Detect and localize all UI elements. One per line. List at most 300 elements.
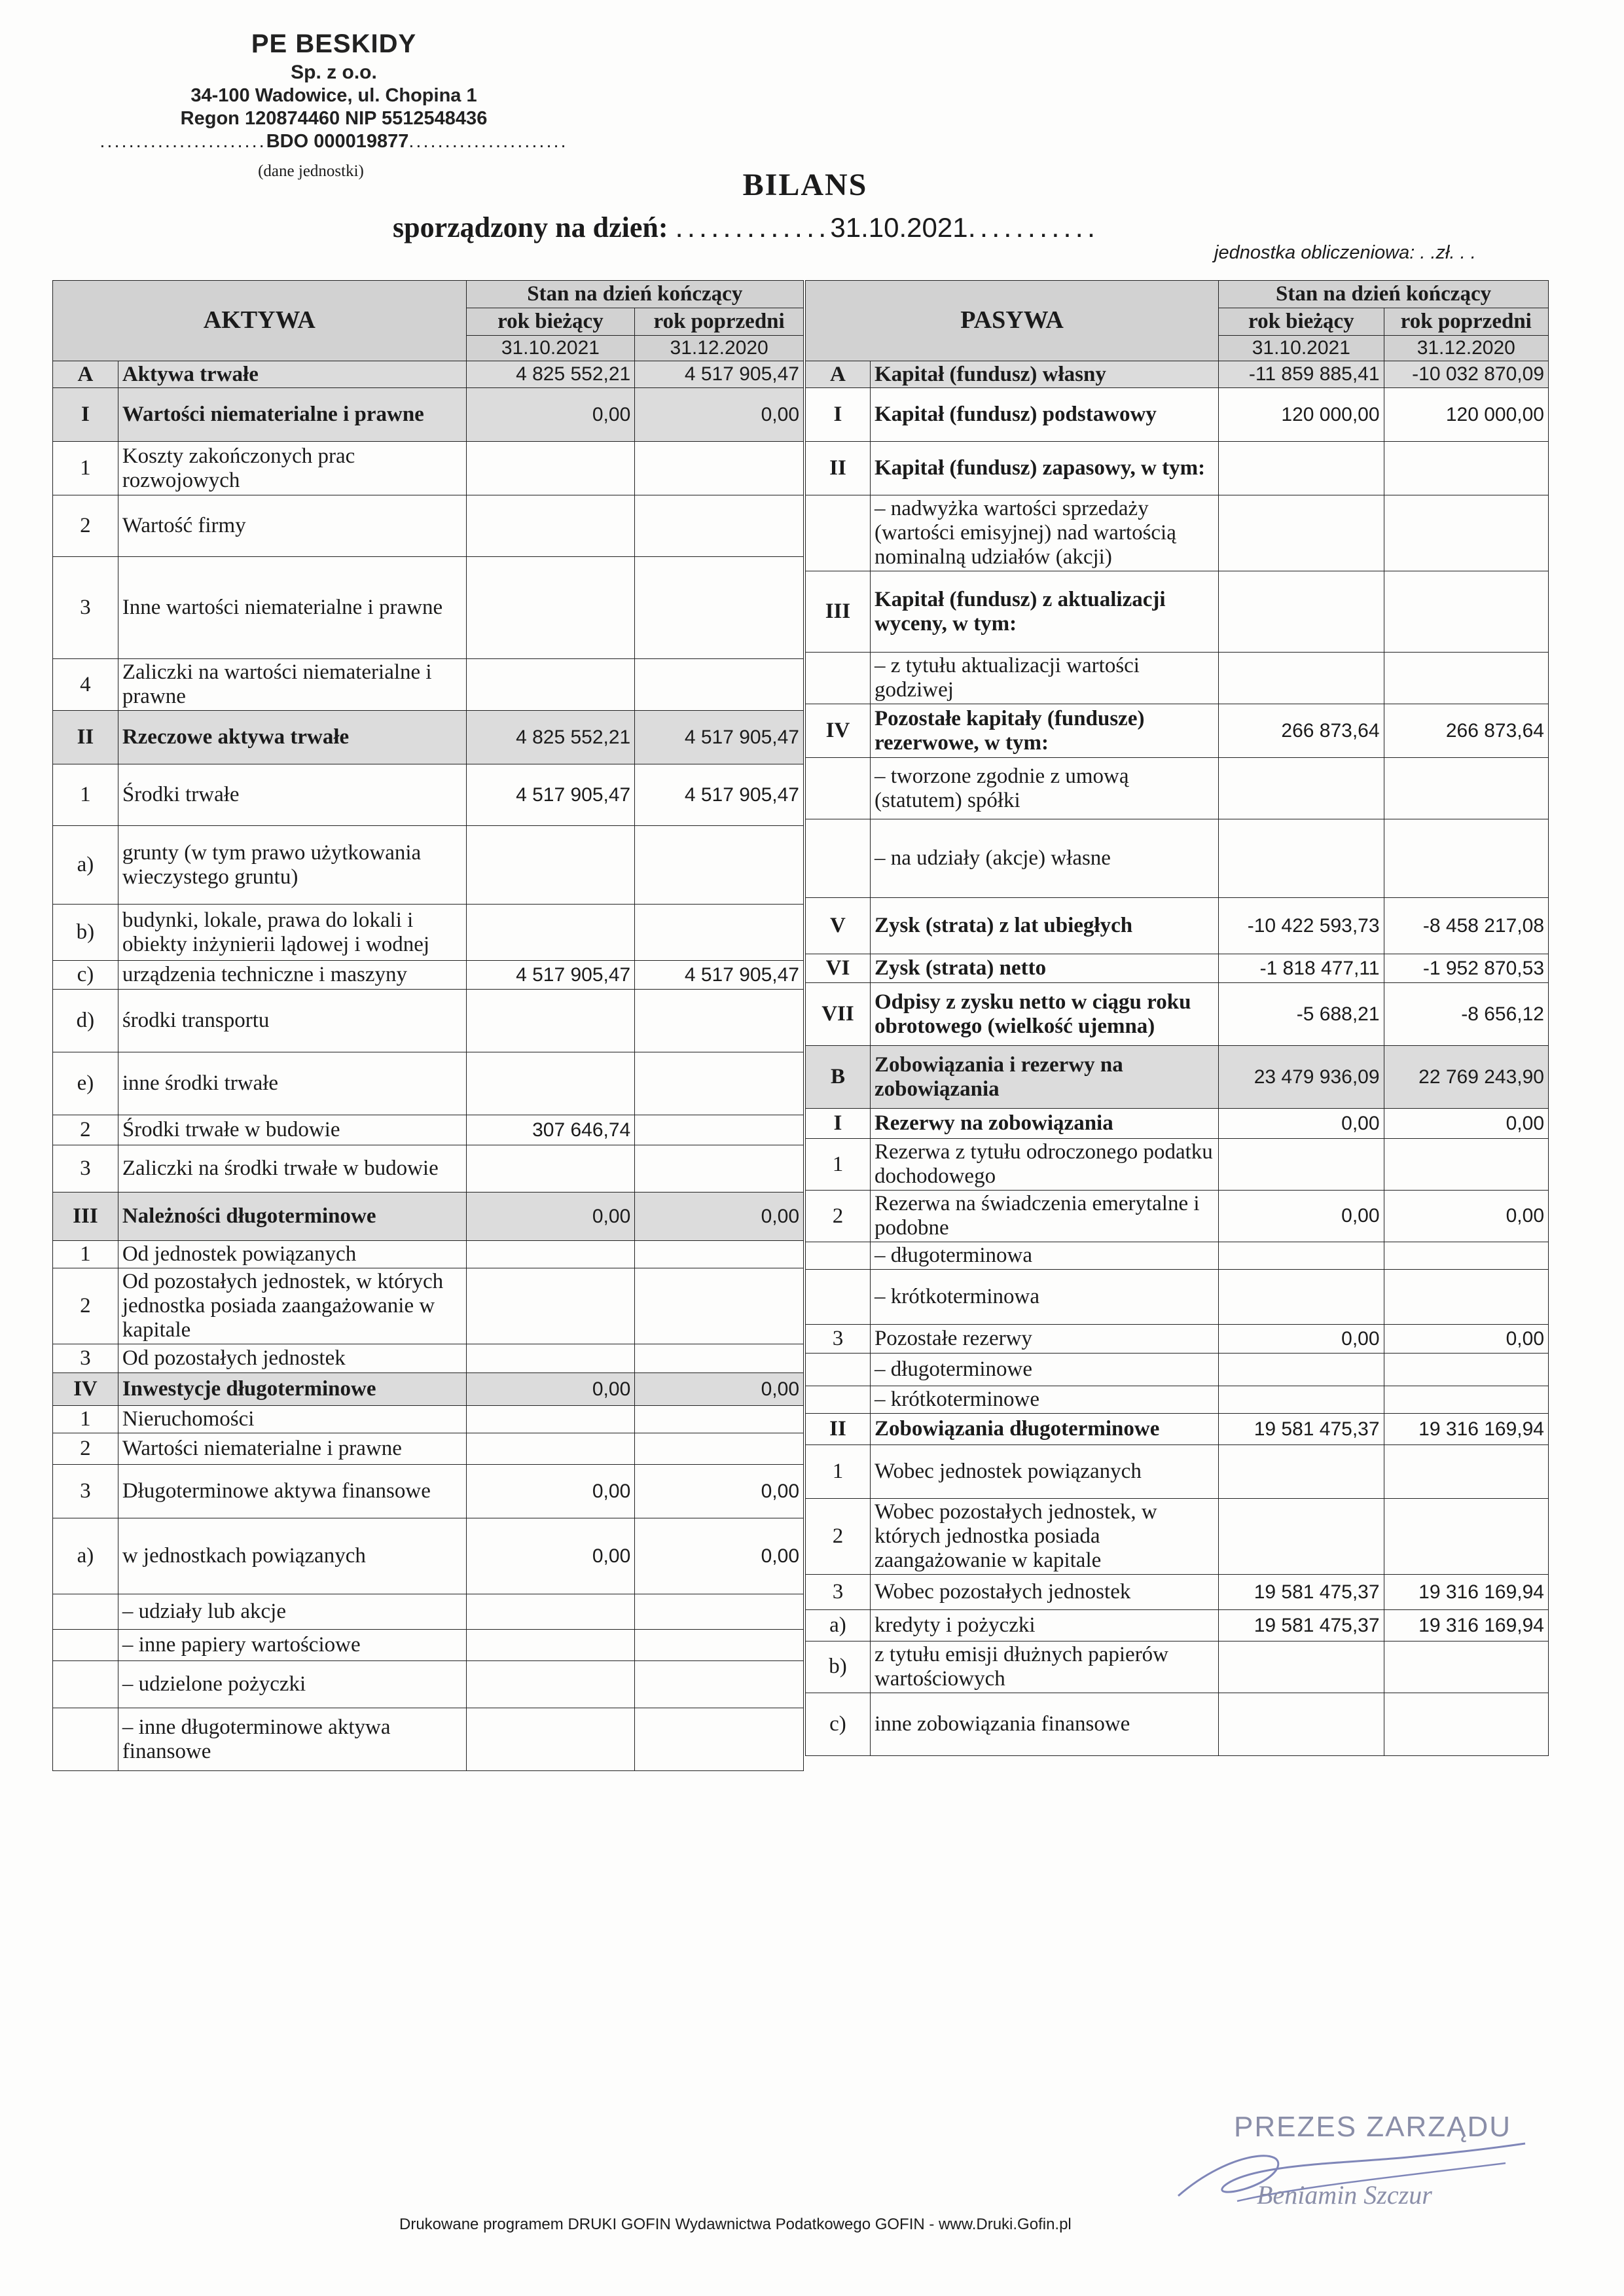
aktywa-row bbox=[53, 388, 804, 442]
row-label: – tworzone zgodnie z umową (statutem) spółki bbox=[870, 758, 1218, 819]
row-label: – z tytułu aktualizacji wartości godziwej bbox=[870, 653, 1218, 704]
company-bdo-line: .......................BDO 000019877...................... bbox=[99, 131, 568, 152]
company-regon-nip: Regon 120874460 NIP 5512548436 bbox=[180, 108, 488, 129]
value-previous-year: 120 000,00 bbox=[1384, 388, 1548, 442]
value-current-year bbox=[466, 1406, 635, 1433]
value-current-year bbox=[1219, 442, 1384, 495]
row-symbol: IV bbox=[806, 704, 871, 758]
row-label: – krótkoterminowe bbox=[870, 1386, 1218, 1414]
value-current-year: 19 581 475,37 bbox=[1219, 1609, 1384, 1641]
row-symbol: 1 bbox=[53, 442, 118, 495]
value-previous-year bbox=[1384, 1270, 1548, 1325]
row-label: Inwestycje długoterminowe bbox=[118, 1373, 466, 1406]
aktywa-row bbox=[53, 557, 804, 659]
row-label: Wartość firmy bbox=[118, 495, 466, 557]
value-current-year bbox=[466, 826, 635, 905]
aktywa-row bbox=[53, 1373, 804, 1406]
row-label: Wobec jednostek powiązanych bbox=[870, 1444, 1218, 1498]
row-label: Kapitał (fundusz) własny bbox=[870, 361, 1218, 388]
row-symbol bbox=[53, 1708, 118, 1771]
footer-note: Drukowane programem DRUKI GOFIN Wydawnictwa Podatkowego GOFIN - www.Druki.Gofin.pl bbox=[399, 2215, 1072, 2233]
aktywa-row bbox=[53, 1708, 804, 1771]
row-symbol: e) bbox=[53, 1052, 118, 1115]
row-label: Kapitał (fundusz) zapasowy, w tym: bbox=[870, 442, 1218, 495]
unit-value: zł bbox=[1435, 242, 1450, 263]
value-current-year bbox=[466, 442, 635, 495]
value-previous-year bbox=[1384, 1386, 1548, 1414]
row-symbol: B bbox=[806, 1046, 871, 1109]
pasywa-row bbox=[806, 388, 1549, 442]
pasywa-row bbox=[806, 1139, 1549, 1191]
row-label: – długoterminowe bbox=[870, 1354, 1218, 1386]
row-label: Zaliczki na środki trwałe w budowie bbox=[118, 1145, 466, 1193]
value-previous-year bbox=[635, 1406, 804, 1433]
row-symbol: II bbox=[806, 442, 871, 495]
unit-line: jednostka obliczeniowa: . .zł. . . bbox=[1214, 242, 1476, 263]
row-label: Długoterminowe aktywa finansowe bbox=[118, 1465, 466, 1518]
value-previous-year bbox=[1384, 1354, 1548, 1386]
row-label: Środki trwałe bbox=[118, 764, 466, 826]
pasywa-row bbox=[806, 704, 1549, 758]
row-label: środki transportu bbox=[118, 990, 466, 1052]
pasywa-row bbox=[806, 1354, 1549, 1386]
value-previous-year bbox=[1384, 1444, 1548, 1498]
value-previous-year: 0,00 bbox=[635, 1373, 804, 1406]
value-current-year bbox=[1219, 1354, 1384, 1386]
row-label: Należności długoterminowe bbox=[118, 1193, 466, 1241]
value-previous-year bbox=[635, 990, 804, 1052]
aktywa-row bbox=[53, 1594, 804, 1630]
value-current-year bbox=[1219, 758, 1384, 819]
value-current-year bbox=[466, 905, 635, 961]
row-label: Kapitał (fundusz) podstawowy bbox=[870, 388, 1218, 442]
row-label: – długoterminowa bbox=[870, 1242, 1218, 1270]
value-previous-year: 4 517 905,47 bbox=[635, 961, 804, 990]
value-previous-year bbox=[635, 826, 804, 905]
pasywa-table bbox=[805, 280, 1549, 1756]
row-symbol: 1 bbox=[806, 1139, 871, 1191]
aktywa-row bbox=[53, 442, 804, 495]
row-symbol bbox=[806, 1270, 871, 1325]
pasywa-row bbox=[806, 758, 1549, 819]
company-bdo: BDO 000019877 bbox=[266, 131, 409, 152]
row-symbol bbox=[806, 653, 871, 704]
value-previous-year: 0,00 bbox=[1384, 1109, 1548, 1139]
row-symbol: III bbox=[806, 571, 871, 653]
row-symbol: VI bbox=[806, 954, 871, 983]
dane-jednostki-label: (dane jednostki) bbox=[258, 162, 364, 180]
value-current-year bbox=[466, 1594, 635, 1630]
row-symbol: 1 bbox=[806, 1444, 871, 1498]
aktywa-header-row bbox=[53, 281, 804, 308]
value-current-year bbox=[466, 557, 635, 659]
pasywa-header-row bbox=[806, 281, 1549, 308]
row-symbol: IV bbox=[53, 1373, 118, 1406]
row-symbol: a) bbox=[53, 826, 118, 905]
row-symbol: 3 bbox=[53, 1145, 118, 1193]
pasywa-stan-header: Stan na dzień kończący bbox=[1219, 281, 1549, 308]
aktywa-row bbox=[53, 1241, 804, 1268]
row-symbol: b) bbox=[806, 1641, 871, 1693]
value-current-year bbox=[1219, 1641, 1384, 1693]
row-label: Zobowiązania i rezerwy na zobowiązania bbox=[870, 1046, 1218, 1109]
aktywa-row bbox=[53, 961, 804, 990]
aktywa-row bbox=[53, 1661, 804, 1708]
value-previous-year: 0,00 bbox=[635, 1518, 804, 1594]
row-label: – na udziały (akcje) własne bbox=[870, 819, 1218, 898]
value-previous-year: 19 316 169,94 bbox=[1384, 1609, 1548, 1641]
row-label: budynki, lokale, prawa do lokali i obiekty inżynierii lądowej i wodnej bbox=[118, 905, 466, 961]
row-label: Zaliczki na wartości niematerialne i prawne bbox=[118, 659, 466, 711]
pasywa-row bbox=[806, 819, 1549, 898]
balance-date: 31.10.2021 bbox=[830, 212, 968, 243]
row-label: Pozostałe kapitały (fundusze) rezerwowe, w tym: bbox=[870, 704, 1218, 758]
value-current-year bbox=[466, 1145, 635, 1193]
value-current-year bbox=[466, 1268, 635, 1344]
aktywa-row bbox=[53, 905, 804, 961]
value-previous-year: 266 873,64 bbox=[1384, 704, 1548, 758]
value-previous-year bbox=[1384, 1498, 1548, 1574]
value-current-year: -1 818 477,11 bbox=[1219, 954, 1384, 983]
pasywa-row bbox=[806, 1693, 1549, 1755]
row-symbol: 3 bbox=[806, 1574, 871, 1609]
pasywa-row bbox=[806, 1109, 1549, 1139]
value-current-year bbox=[1219, 1444, 1384, 1498]
row-label: Rezerwy na zobowiązania bbox=[870, 1109, 1218, 1139]
row-symbol: 3 bbox=[53, 1344, 118, 1373]
row-label: Zysk (strata) netto bbox=[870, 954, 1218, 983]
value-current-year bbox=[1219, 571, 1384, 653]
value-previous-year bbox=[635, 905, 804, 961]
row-symbol: c) bbox=[806, 1693, 871, 1755]
value-previous-year: 4 517 905,47 bbox=[635, 361, 804, 388]
aktywa-row bbox=[53, 495, 804, 557]
pasywa-row bbox=[806, 983, 1549, 1046]
value-previous-year: 0,00 bbox=[635, 388, 804, 442]
value-current-year: 0,00 bbox=[466, 1193, 635, 1241]
pasywa-row bbox=[806, 1325, 1549, 1354]
row-symbol: b) bbox=[53, 905, 118, 961]
row-symbol: d) bbox=[53, 990, 118, 1052]
row-symbol: c) bbox=[53, 961, 118, 990]
value-current-year bbox=[1219, 1386, 1384, 1414]
row-symbol bbox=[53, 1630, 118, 1661]
row-label: Zysk (strata) z lat ubiegłych bbox=[870, 898, 1218, 954]
row-label: Wartości niematerialne i prawne bbox=[118, 388, 466, 442]
signature-name: Beniamin Szczur bbox=[1257, 2180, 1432, 2210]
value-previous-year bbox=[1384, 1693, 1548, 1755]
value-previous-year: 0,00 bbox=[1384, 1191, 1548, 1242]
value-previous-year bbox=[635, 1115, 804, 1145]
aktywa-row bbox=[53, 1465, 804, 1518]
row-symbol: 3 bbox=[806, 1325, 871, 1354]
pasywa-row bbox=[806, 1609, 1549, 1641]
value-current-year: 0,00 bbox=[466, 388, 635, 442]
value-current-year: -10 422 593,73 bbox=[1219, 898, 1384, 954]
value-previous-year bbox=[1384, 495, 1548, 571]
pasywa-row bbox=[806, 1386, 1549, 1414]
row-label: Od jednostek powiązanych bbox=[118, 1241, 466, 1268]
row-symbol: I bbox=[806, 1109, 871, 1139]
value-previous-year: -8 656,12 bbox=[1384, 983, 1548, 1046]
row-symbol: 3 bbox=[53, 557, 118, 659]
row-label: inne środki trwałe bbox=[118, 1052, 466, 1115]
value-current-year bbox=[466, 1052, 635, 1115]
row-label: urządzenia techniczne i maszyny bbox=[118, 961, 466, 990]
row-label: Aktywa trwałe bbox=[118, 361, 466, 388]
pasywa-date-biezacy: 31.10.2021 bbox=[1219, 335, 1384, 361]
row-symbol: 2 bbox=[53, 1433, 118, 1465]
value-current-year: 0,00 bbox=[466, 1518, 635, 1594]
value-previous-year bbox=[635, 1708, 804, 1771]
pasywa-row bbox=[806, 1242, 1549, 1270]
row-symbol bbox=[53, 1661, 118, 1708]
value-previous-year: -10 032 870,09 bbox=[1384, 361, 1548, 388]
row-label: – krótkoterminowa bbox=[870, 1270, 1218, 1325]
aktywa-row bbox=[53, 1406, 804, 1433]
row-symbol: 1 bbox=[53, 764, 118, 826]
company-address: 34-100 Wadowice, ul. Chopina 1 bbox=[190, 85, 477, 106]
value-current-year bbox=[1219, 1498, 1384, 1574]
value-current-year: 4 825 552,21 bbox=[466, 711, 635, 764]
value-previous-year bbox=[635, 1052, 804, 1115]
aktywa-col-biezacy: rok bieżący bbox=[466, 308, 635, 335]
value-previous-year: 0,00 bbox=[635, 1193, 804, 1241]
row-symbol: II bbox=[53, 711, 118, 764]
value-previous-year: 19 316 169,94 bbox=[1384, 1413, 1548, 1444]
aktywa-stan-header: Stan na dzień kończący bbox=[466, 281, 803, 308]
pasywa-row bbox=[806, 442, 1549, 495]
value-previous-year bbox=[1384, 758, 1548, 819]
aktywa-row bbox=[53, 711, 804, 764]
row-label: Inne wartości niematerialne i prawne bbox=[118, 557, 466, 659]
pasywa-row bbox=[806, 1498, 1549, 1574]
aktywa-row bbox=[53, 826, 804, 905]
row-label: Od pozostałych jednostek, w których jednostka posiada zaangażowanie w kapitale bbox=[118, 1268, 466, 1344]
row-symbol: 1 bbox=[53, 1406, 118, 1433]
row-symbol: VII bbox=[806, 983, 871, 1046]
row-symbol bbox=[806, 1242, 871, 1270]
row-symbol: 1 bbox=[53, 1241, 118, 1268]
pasywa-date-poprzedni: 31.12.2020 bbox=[1384, 335, 1548, 361]
row-label: Nieruchomości bbox=[118, 1406, 466, 1433]
row-label: z tytułu emisji dłużnych papierów wartościowych bbox=[870, 1641, 1218, 1693]
aktywa-date-biezacy: 31.10.2021 bbox=[466, 335, 635, 361]
value-current-year bbox=[466, 1661, 635, 1708]
aktywa-title: AKTYWA bbox=[53, 281, 467, 361]
row-label: Wobec pozostałych jednostek, w których jednostka posiada zaangażowanie w kapitale bbox=[870, 1498, 1218, 1574]
value-current-year: 4 517 905,47 bbox=[466, 961, 635, 990]
value-previous-year: 0,00 bbox=[635, 1465, 804, 1518]
value-current-year bbox=[466, 1344, 635, 1373]
row-label: Pozostałe rezerwy bbox=[870, 1325, 1218, 1354]
value-current-year bbox=[1219, 1242, 1384, 1270]
value-previous-year bbox=[635, 442, 804, 495]
signature-title: PREZES ZARZĄDU bbox=[1234, 2111, 1512, 2143]
aktywa-col-poprzedni: rok poprzedni bbox=[635, 308, 804, 335]
row-symbol: II bbox=[806, 1413, 871, 1444]
value-previous-year: 4 517 905,47 bbox=[635, 764, 804, 826]
value-current-year bbox=[466, 1630, 635, 1661]
row-symbol: 2 bbox=[806, 1191, 871, 1242]
value-previous-year: -1 952 870,53 bbox=[1384, 954, 1548, 983]
value-current-year: 0,00 bbox=[466, 1465, 635, 1518]
pasywa-row bbox=[806, 954, 1549, 983]
aktywa-date-poprzedni: 31.12.2020 bbox=[635, 335, 804, 361]
aktywa-row bbox=[53, 1344, 804, 1373]
value-previous-year: 4 517 905,47 bbox=[635, 711, 804, 764]
value-previous-year bbox=[1384, 653, 1548, 704]
value-current-year: 4 517 905,47 bbox=[466, 764, 635, 826]
value-previous-year bbox=[635, 1630, 804, 1661]
pasywa-col-biezacy: rok bieżący bbox=[1219, 308, 1384, 335]
value-current-year: 4 825 552,21 bbox=[466, 361, 635, 388]
row-label: kredyty i pożyczki bbox=[870, 1609, 1218, 1641]
value-current-year: 307 646,74 bbox=[466, 1115, 635, 1145]
company-legal-form: Sp. z o.o. bbox=[291, 62, 377, 83]
value-previous-year bbox=[1384, 442, 1548, 495]
value-previous-year: 19 316 169,94 bbox=[1384, 1574, 1548, 1609]
value-current-year: 23 479 936,09 bbox=[1219, 1046, 1384, 1109]
row-label: Środki trwałe w budowie bbox=[118, 1115, 466, 1145]
pasywa-col-poprzedni: rok poprzedni bbox=[1384, 308, 1548, 335]
value-current-year bbox=[466, 1433, 635, 1465]
value-previous-year bbox=[635, 557, 804, 659]
pasywa-row bbox=[806, 1574, 1549, 1609]
value-previous-year bbox=[1384, 819, 1548, 898]
value-previous-year: -8 458 217,08 bbox=[1384, 898, 1548, 954]
value-current-year: -11 859 885,41 bbox=[1219, 361, 1384, 388]
row-label: Koszty zakończonych prac rozwojowych bbox=[118, 442, 466, 495]
row-symbol: 2 bbox=[53, 1115, 118, 1145]
value-current-year: 0,00 bbox=[1219, 1109, 1384, 1139]
pasywa-row bbox=[806, 1270, 1549, 1325]
value-previous-year bbox=[635, 495, 804, 557]
row-label: – udziały lub akcje bbox=[118, 1594, 466, 1630]
row-symbol: 2 bbox=[53, 1268, 118, 1344]
row-symbol bbox=[806, 1386, 871, 1414]
row-symbol bbox=[53, 1594, 118, 1630]
row-symbol: I bbox=[53, 388, 118, 442]
aktywa-row bbox=[53, 361, 804, 388]
pasywa-row bbox=[806, 898, 1549, 954]
aktywa-row bbox=[53, 1433, 804, 1465]
row-symbol: A bbox=[806, 361, 871, 388]
value-current-year bbox=[1219, 495, 1384, 571]
value-previous-year bbox=[635, 1241, 804, 1268]
aktywa-row bbox=[53, 1145, 804, 1193]
row-symbol: A bbox=[53, 361, 118, 388]
value-current-year: 19 581 475,37 bbox=[1219, 1413, 1384, 1444]
pasywa-row bbox=[806, 1444, 1549, 1498]
value-previous-year bbox=[635, 1661, 804, 1708]
value-current-year bbox=[466, 1708, 635, 1771]
value-current-year bbox=[1219, 653, 1384, 704]
row-label: Wobec pozostałych jednostek bbox=[870, 1574, 1218, 1609]
company-name: PE BESKIDY bbox=[251, 29, 417, 58]
company-stamp bbox=[98, 29, 569, 152]
pasywa-row bbox=[806, 1191, 1549, 1242]
aktywa-table bbox=[52, 280, 804, 1771]
value-current-year bbox=[1219, 1270, 1384, 1325]
row-symbol bbox=[806, 1354, 871, 1386]
value-current-year bbox=[466, 495, 635, 557]
row-symbol: 4 bbox=[53, 659, 118, 711]
row-symbol: a) bbox=[806, 1609, 871, 1641]
date-label: sporządzony na dzień: bbox=[393, 211, 668, 243]
value-current-year bbox=[1219, 1139, 1384, 1191]
row-label: Rezerwa na świadczenia emerytalne i podobne bbox=[870, 1191, 1218, 1242]
row-label: w jednostkach powiązanych bbox=[118, 1518, 466, 1594]
aktywa-row bbox=[53, 1193, 804, 1241]
row-symbol: 2 bbox=[806, 1498, 871, 1574]
value-current-year: 0,00 bbox=[1219, 1191, 1384, 1242]
row-label: Rezerwa z tytułu odroczonego podatku dochodowego bbox=[870, 1139, 1218, 1191]
value-previous-year: 22 769 243,90 bbox=[1384, 1046, 1548, 1109]
value-current-year: 266 873,64 bbox=[1219, 704, 1384, 758]
pasywa-row bbox=[806, 1641, 1549, 1693]
value-previous-year bbox=[635, 1594, 804, 1630]
aktywa-row bbox=[53, 764, 804, 826]
row-label: – nadwyżka wartości sprzedaży (wartości emisyjnej) nad wartością nominalną udziałów (akcji) bbox=[870, 495, 1218, 571]
row-label: Wartości niematerialne i prawne bbox=[118, 1433, 466, 1465]
row-label: Zobowiązania długoterminowe bbox=[870, 1413, 1218, 1444]
value-previous-year: 0,00 bbox=[1384, 1325, 1548, 1354]
value-previous-year bbox=[635, 1145, 804, 1193]
value-previous-year bbox=[1384, 571, 1548, 653]
value-previous-year bbox=[635, 1268, 804, 1344]
row-label: – inne długoterminowe aktywa finansowe bbox=[118, 1708, 466, 1771]
aktywa-row bbox=[53, 990, 804, 1052]
pasywa-row bbox=[806, 495, 1549, 571]
row-symbol: V bbox=[806, 898, 871, 954]
row-label: Odpisy z zysku netto w ciągu roku obrotowego (wielkość ujemna) bbox=[870, 983, 1218, 1046]
aktywa-row bbox=[53, 1518, 804, 1594]
aktywa-row bbox=[53, 1115, 804, 1145]
aktywa-row bbox=[53, 1052, 804, 1115]
row-symbol: a) bbox=[53, 1518, 118, 1594]
row-symbol bbox=[806, 495, 871, 571]
row-label: Od pozostałych jednostek bbox=[118, 1344, 466, 1373]
value-current-year: 0,00 bbox=[466, 1373, 635, 1406]
row-symbol bbox=[806, 758, 871, 819]
value-current-year: 19 581 475,37 bbox=[1219, 1574, 1384, 1609]
aktywa-row bbox=[53, 1630, 804, 1661]
row-symbol: 2 bbox=[53, 495, 118, 557]
row-symbol: 3 bbox=[53, 1465, 118, 1518]
value-current-year: 120 000,00 bbox=[1219, 388, 1384, 442]
value-current-year bbox=[466, 1241, 635, 1268]
unit-label: jednostka obliczeniowa: bbox=[1214, 242, 1415, 263]
value-current-year bbox=[1219, 819, 1384, 898]
row-label: – udzielone pożyczki bbox=[118, 1661, 466, 1708]
row-label: grunty (w tym prawo użytkowania wieczystego gruntu) bbox=[118, 826, 466, 905]
row-label: Rzeczowe aktywa trwałe bbox=[118, 711, 466, 764]
document-title: BILANS bbox=[742, 168, 868, 202]
pasywa-row bbox=[806, 571, 1549, 653]
value-current-year bbox=[466, 990, 635, 1052]
row-label: Kapitał (fundusz) z aktualizacji wyceny, w tym: bbox=[870, 571, 1218, 653]
value-previous-year bbox=[1384, 1242, 1548, 1270]
aktywa-row bbox=[53, 659, 804, 711]
pasywa-row bbox=[806, 653, 1549, 704]
row-symbol: III bbox=[53, 1193, 118, 1241]
value-current-year: 0,00 bbox=[1219, 1325, 1384, 1354]
value-previous-year bbox=[635, 659, 804, 711]
row-label: – inne papiery wartościowe bbox=[118, 1630, 466, 1661]
value-previous-year bbox=[635, 1433, 804, 1465]
pasywa-title: PASYWA bbox=[806, 281, 1219, 361]
